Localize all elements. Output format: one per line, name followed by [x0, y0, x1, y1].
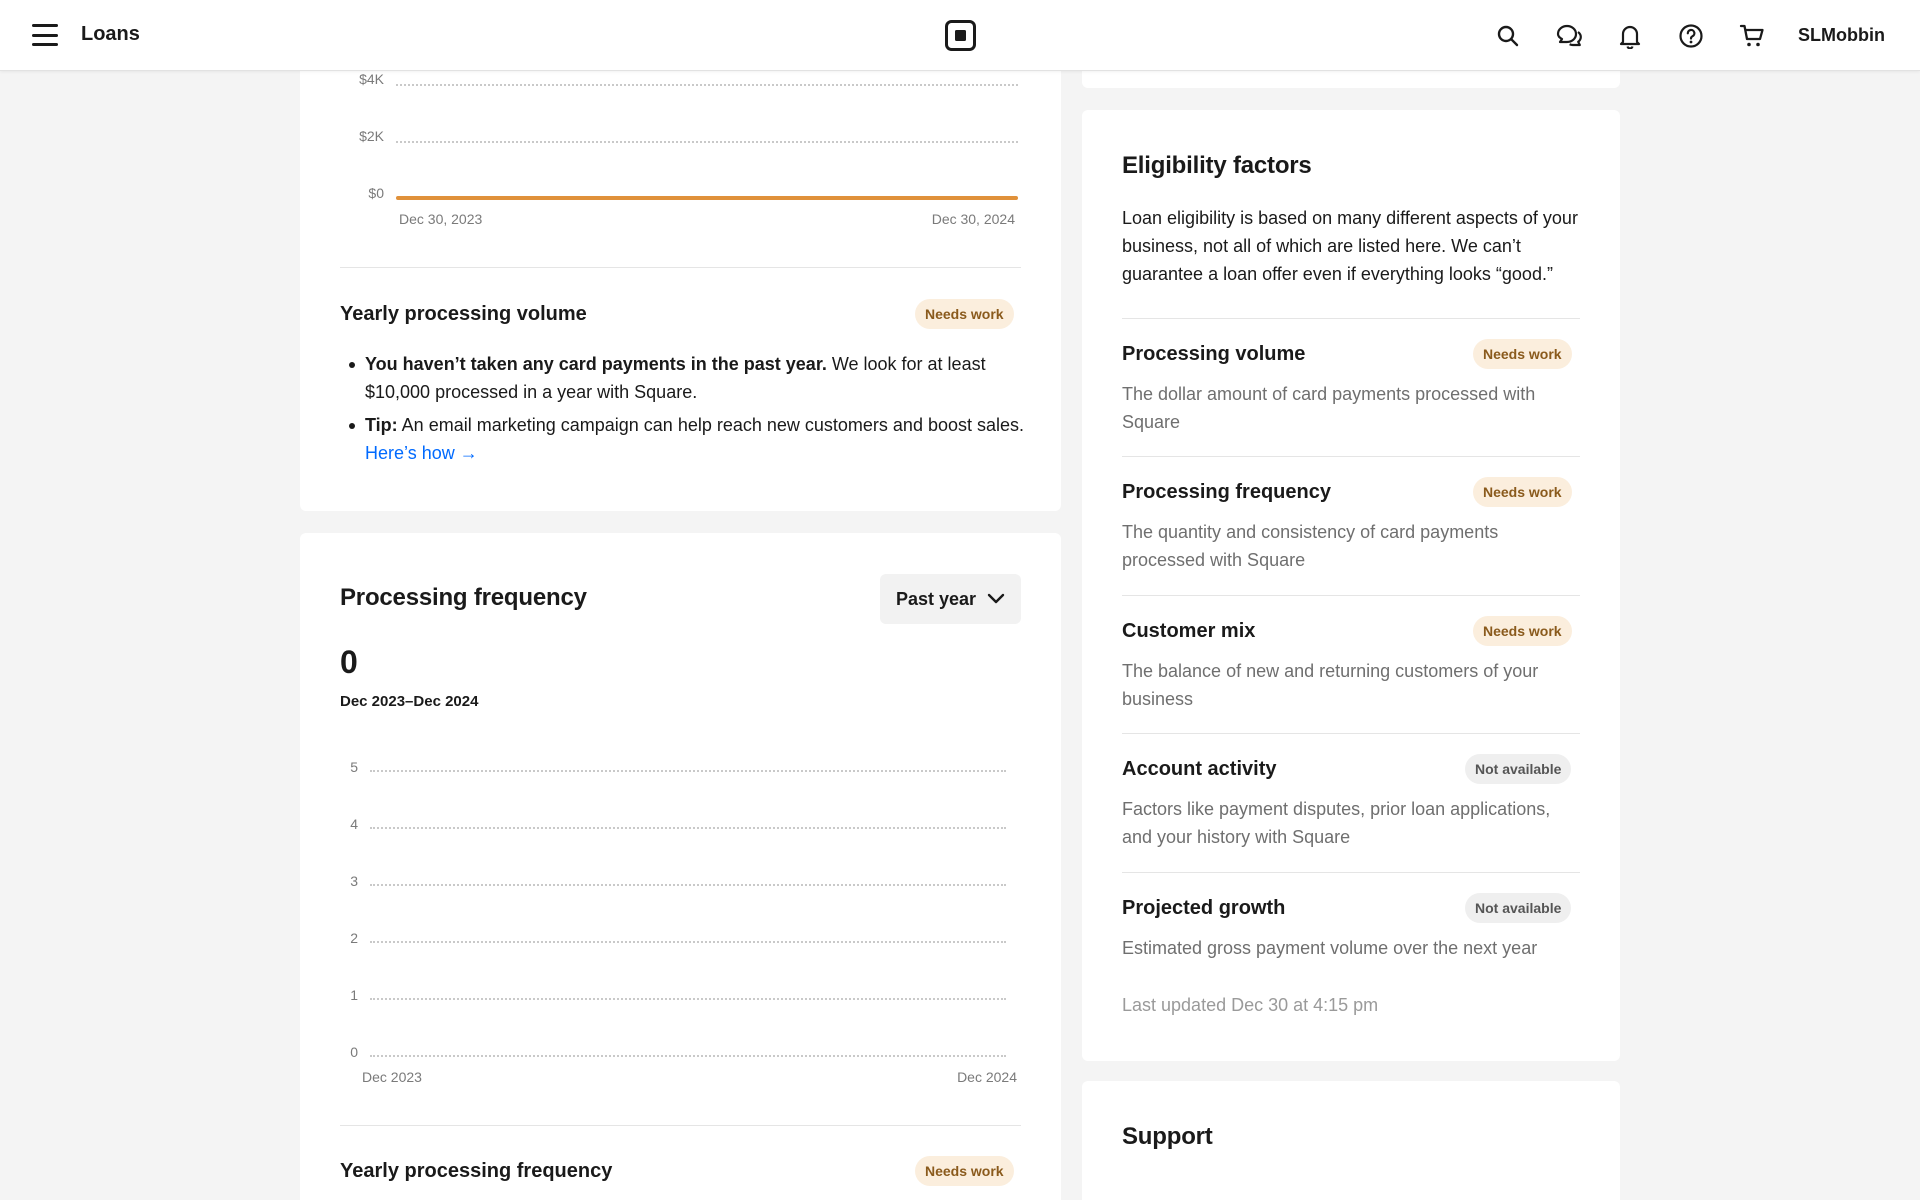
period-dropdown[interactable] — [880, 574, 1021, 624]
factor-title: Customer mix — [1122, 620, 1256, 642]
y-tick-label: 0 — [350, 1044, 358, 1060]
frequency-value: 0 — [340, 644, 358, 680]
list-item — [365, 411, 1025, 467]
factor-description: The dollar amount of card payments processed with Square — [1122, 384, 1536, 432]
yearly-frequency-title: Yearly processing frequency — [340, 1160, 613, 1182]
y-tick-label: $0 — [368, 185, 384, 201]
factor-description: The quantity and consistency of card payments processed with Square — [1122, 522, 1499, 570]
last-updated-text: Last updated Dec 30 at 4:15 pm — [1122, 995, 1379, 1015]
status-badge: Not available — [1465, 893, 1571, 923]
status-badge: Not available — [1465, 754, 1571, 784]
factor-title: Projected growth — [1122, 897, 1286, 919]
heres-how-link[interactable]: Here’s how → — [365, 443, 478, 463]
volume-line — [396, 196, 1018, 200]
status-badge: Needs work — [1473, 339, 1572, 369]
status-badge: Needs work — [915, 299, 1014, 329]
status-badge: Needs work — [1473, 616, 1572, 646]
status-badge: Needs work — [1473, 477, 1572, 507]
gridline — [370, 770, 1006, 772]
factor-title: Processing frequency — [1122, 481, 1331, 503]
factor-title: Processing volume — [1122, 343, 1306, 365]
status-badge: Needs work — [915, 1156, 1014, 1186]
bullet-bold: You haven’t taken any card payments in the past year. — [365, 354, 827, 374]
processing-frequency-card — [300, 533, 1061, 1200]
factor-description: Estimated gross payment volume over the next year — [1122, 938, 1538, 958]
account-menu[interactable]: SLMobbin — [1798, 25, 1885, 45]
divider — [1122, 318, 1580, 319]
y-tick-label: 5 — [350, 759, 358, 775]
frequency-range: Dec 2023–Dec 2024 — [340, 693, 479, 710]
chevron-down-icon — [987, 591, 1005, 605]
divider — [1122, 595, 1580, 596]
gridline — [370, 1055, 1006, 1057]
y-tick-label: 3 — [350, 873, 358, 889]
bullet-text: We look for at least $10,000 processed in a year with Square. — [365, 354, 986, 402]
help-icon[interactable] — [1676, 21, 1706, 51]
x-tick-label: Dec 2023 — [362, 1069, 422, 1085]
search-icon[interactable] — [1493, 21, 1523, 51]
bullet-bold: Tip: — [365, 415, 398, 435]
gridline — [370, 998, 1006, 1000]
support-title: Support — [1122, 1123, 1213, 1150]
gridline — [370, 884, 1006, 886]
page-title: Loans — [81, 23, 140, 45]
bell-icon[interactable] — [1615, 21, 1645, 51]
divider — [340, 267, 1021, 268]
x-tick-label: Dec 30, 2023 — [399, 211, 483, 227]
cart-icon[interactable] — [1737, 21, 1767, 51]
eligibility-title: Eligibility factors — [1122, 152, 1312, 179]
x-tick-label: Dec 30, 2024 — [931, 211, 1015, 227]
y-tick-label: $2K — [359, 128, 384, 144]
eligibility-intro: Loan eligibility is based on many different aspects of your business, not all of which are listed here. We can’t guarantee a loan offer even if everything looks “good.” — [1122, 208, 1578, 284]
divider — [1122, 733, 1580, 734]
chat-icon[interactable] — [1554, 21, 1584, 51]
divider — [1122, 456, 1580, 457]
y-tick-label: $4K — [359, 71, 384, 87]
factor-title: Account activity — [1122, 758, 1277, 780]
yearly-volume-tips — [365, 350, 1025, 472]
divider — [340, 1125, 1021, 1126]
factor-description: Factors like payment disputes, prior loan applications, and your history with Square — [1122, 799, 1551, 847]
dropdown-value: Past year — [896, 588, 977, 609]
y-tick-label: 2 — [350, 930, 358, 946]
y-tick-label: 4 — [350, 816, 358, 832]
gridline — [396, 84, 1018, 86]
gridline — [370, 827, 1006, 829]
divider — [1122, 872, 1580, 873]
factor-description: The balance of new and returning customers of your business — [1122, 661, 1539, 709]
processing-frequency-title: Processing frequency — [340, 584, 587, 611]
x-tick-label: Dec 2024 — [957, 1069, 1017, 1085]
y-tick-label: 1 — [350, 987, 358, 1003]
gridline — [396, 141, 1018, 143]
list-item — [365, 350, 1025, 406]
menu-icon[interactable] — [30, 22, 60, 48]
yearly-volume-title: Yearly processing volume — [340, 303, 587, 325]
bullet-text: An email marketing campaign can help reach new customers and boost sales. — [397, 415, 1025, 435]
top-bar — [0, 0, 1920, 71]
gridline — [370, 941, 1006, 943]
square-logo-icon[interactable] — [945, 20, 976, 51]
